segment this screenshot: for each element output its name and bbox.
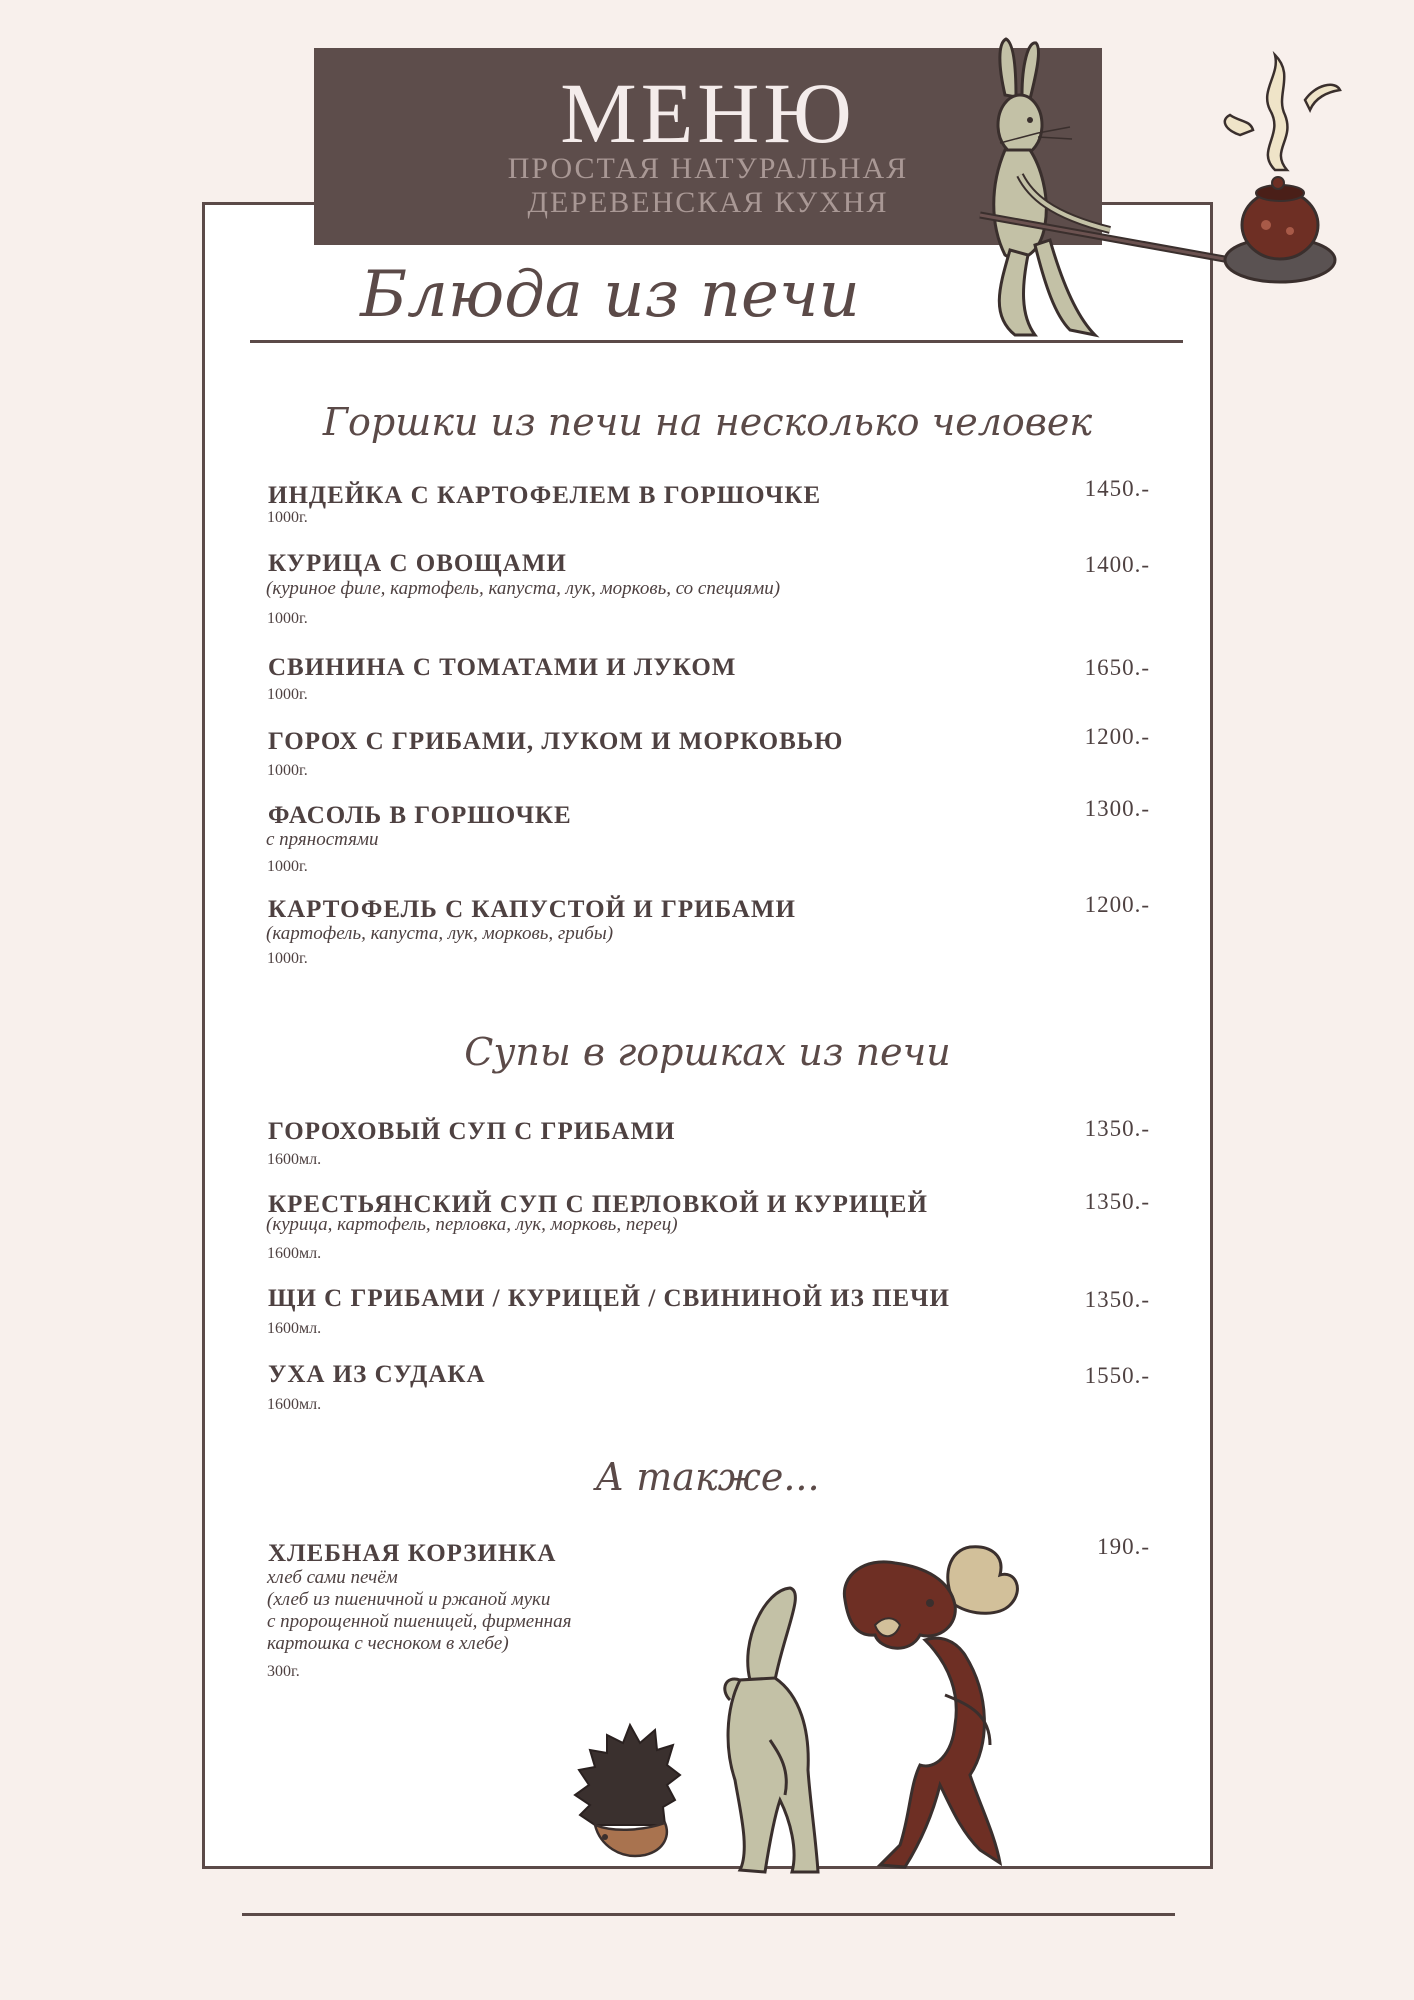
item-description: (картофель, капуста, лук, морковь, грибы): [266, 923, 614, 944]
item-price: 1200.-: [1084, 892, 1150, 917]
item-price: 1350.-: [1084, 1116, 1150, 1141]
item-amount: 300г.: [267, 1663, 300, 1680]
item-name: ГОРОХ С ГРИБАМИ, ЛУКОМ И МОРКОВЬЮ: [268, 728, 844, 755]
header-subtitle-line1: ПРОСТАЯ НАТУРАЛЬНАЯ: [507, 152, 909, 185]
item-amount: 1600мл.: [267, 1320, 322, 1337]
item-price: 1650.-: [1084, 655, 1150, 680]
hare-icon: [720, 1580, 850, 1880]
item-name: УХА ИЗ СУДАКА: [268, 1361, 486, 1388]
item-description: с пряностями: [266, 829, 379, 850]
item-name: КУРИЦА С ОВОЩАМИ: [268, 550, 567, 577]
item-price: 1400.-: [1084, 552, 1150, 577]
item-amount: 1600мл.: [267, 1245, 322, 1262]
item-name: ГОРОХОВЫЙ СУП С ГРИБАМИ: [268, 1118, 676, 1145]
main-title: Блюда из печи: [360, 258, 860, 332]
item-name: ФАСОЛЬ В ГОРШОЧКЕ: [268, 802, 572, 829]
item-amount: 1000г.: [267, 686, 308, 703]
section-title-soups: Супы в горшках из печи: [464, 1030, 951, 1074]
header-subtitle-line2: ДЕРЕВЕНСКАЯ КУХНЯ: [527, 186, 889, 219]
item-amount: 1000г.: [267, 858, 308, 875]
item-amount: 1000г.: [267, 509, 308, 526]
item-price: 1200.-: [1084, 724, 1150, 749]
hedgehog-icon: [575, 1715, 685, 1865]
item-name: ЩИ С ГРИБАМИ / КУРИЦЕЙ / СВИНИНОЙ ИЗ ПЕЧИ: [268, 1285, 950, 1312]
item-name: ХЛЕБНАЯ КОРЗИНКА: [268, 1540, 557, 1567]
item-price: 1450.-: [1084, 476, 1150, 501]
item-name: ИНДЕЙКА С КАРТОФЕЛЕМ В ГОРШОЧКЕ: [268, 482, 822, 509]
item-amount: 1000г.: [267, 950, 308, 967]
item-description-line: картошка с чесноком в хлебе): [267, 1633, 509, 1654]
item-amount: 1000г.: [267, 610, 308, 627]
item-price: 190.-: [1097, 1534, 1150, 1559]
item-description-line: с пророщенной пшеницей, фирменная: [267, 1611, 572, 1632]
bottom-divider: [242, 1913, 1175, 1916]
item-price: 1550.-: [1084, 1363, 1150, 1388]
item-price: 1350.-: [1084, 1189, 1150, 1214]
item-amount: 1600мл.: [267, 1396, 322, 1413]
header-title: МЕНЮ: [560, 65, 856, 161]
section-title-pots: Горшки из печи на несколько человек: [322, 400, 1093, 444]
item-name: КАРТОФЕЛЬ С КАПУСТОЙ И ГРИБАМИ: [268, 896, 796, 923]
item-price: 1350.-: [1084, 1287, 1150, 1312]
moose-icon: [840, 1545, 1040, 1875]
item-description-line: (хлеб из пшеничной и ржаной муки: [267, 1589, 551, 1610]
steam-icon: [1215, 50, 1345, 180]
item-description: (курица, картофель, перловка, лук, морковь, перец): [266, 1214, 678, 1235]
item-description: хлеб сами печём: [267, 1567, 398, 1588]
item-description: (куриное филе, картофель, капуста, лук, морковь, со специями): [266, 578, 781, 599]
item-amount: 1600мл.: [267, 1151, 322, 1168]
item-price: 1300.-: [1084, 796, 1150, 821]
item-name: КРЕСТЬЯНСКИЙ СУП С ПЕРЛОВКОЙ И КУРИЦЕЙ: [268, 1191, 928, 1218]
item-amount: 1000г.: [267, 762, 308, 779]
item-name: СВИНИНА С ТОМАТАМИ И ЛУКОМ: [268, 654, 737, 681]
section-title-also: А также...: [595, 1455, 820, 1499]
